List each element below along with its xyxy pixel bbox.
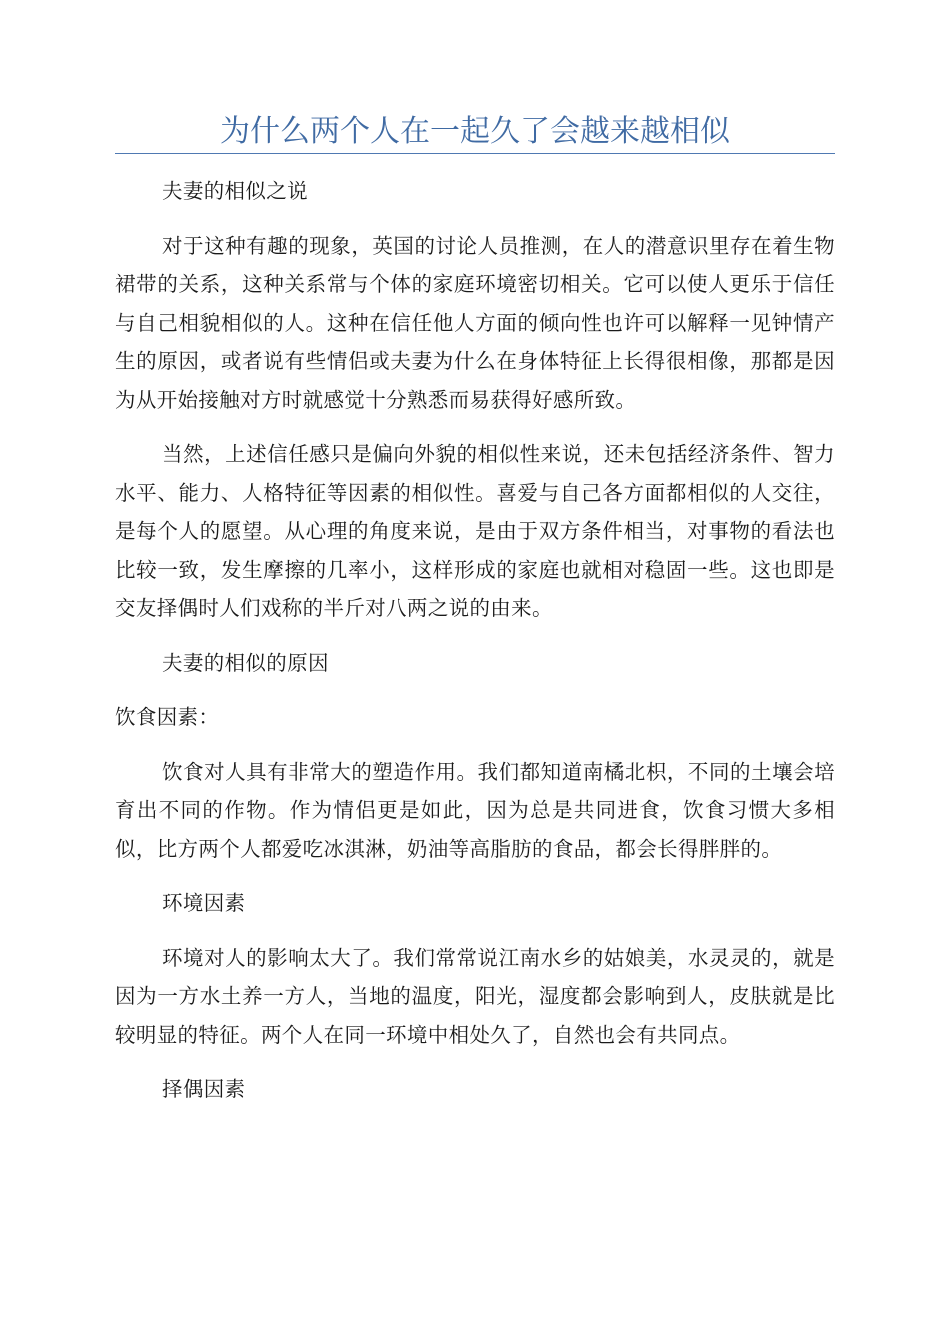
body-paragraph: 饮食对人具有非常大的塑造作用。我们都知道南橘北枳，不同的土壤会培育出不同的作物。作为情侣更是如此，因为总是共同进食，饮食习惯大多相似，比方两个人都爱吃冰淇淋，奶油等高脂肪的食品，都会长得胖胖的。 bbox=[115, 759, 835, 861]
section-heading-reasons: 夫妻的相似的原因 bbox=[162, 650, 329, 675]
subheading-mate-selection: 择偶因素 bbox=[162, 1077, 246, 1101]
body-paragraph: 当然，上述信任感只是偏向外貌的相似性来说，还未包括经济条件、智力水平、能力、人格特征等因素的相似性。喜爱与自己各方面都相似的人交往，是每个人的愿望。从心理的角度来说，是由于双方条件相当，对事物的看法也比较一致，发生摩擦的几率小，这样形成的家庭也就相对稳固一些。这也即是交友择偶时人们戏称的半斤对八两之说的由来。 bbox=[115, 442, 835, 620]
title-underline bbox=[115, 153, 835, 154]
document-page bbox=[115, 0, 835, 1109]
subheading-environment: 环境因素 bbox=[162, 891, 246, 915]
subheading-diet: 饮食因素： bbox=[115, 705, 220, 729]
document-title: 为什么两个人在一起久了会越来越相似 bbox=[220, 114, 730, 149]
body-paragraph: 环境对人的影响太大了。我们常常说江南水乡的姑娘美，水灵灵的，就是因为一方水土养一方人，当地的温度，阳光，湿度都会影响到人，皮肤就是比较明显的特征。两个人在同一环境中相处久了，自然也会有共同点。 bbox=[115, 945, 835, 1047]
document-body bbox=[115, 172, 835, 1109]
section-heading-similarity: 夫妻的相似之说 bbox=[162, 179, 308, 203]
body-paragraph: 对于这种有趣的现象，英国的讨论人员推测，在人的潜意识里存在着生物裙带的关系，这种关系常与个体的家庭环境密切相关。它可以使人更乐于信任与自己相貌相似的人。这种在信任他人方面的倾向性也许可以解释一见钟情产生的原因，或者说有些情侣或夫妻为什么在身体特征上长得很相像，那都是因为从开始接触对方时就感觉十分熟悉而易获得好感所致。 bbox=[115, 233, 835, 412]
